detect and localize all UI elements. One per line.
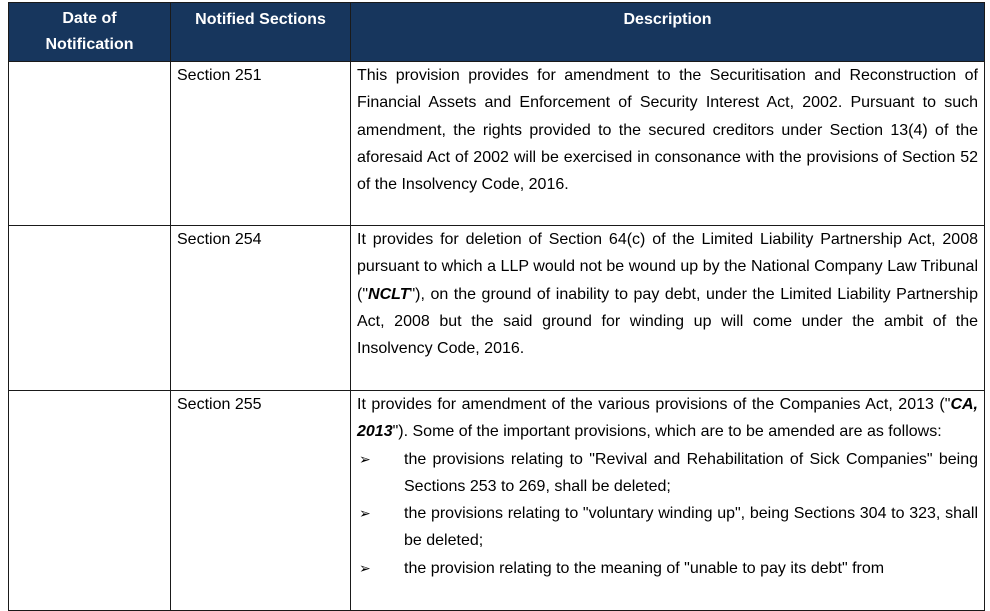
description-cell	[351, 391, 985, 611]
table-row	[9, 62, 985, 226]
section-cell: Section 254	[171, 226, 351, 391]
arrow-bullet-icon: ➢	[359, 450, 371, 467]
section-cell: Section 255	[171, 391, 351, 611]
header-notified-sections: Notified Sections	[171, 3, 351, 62]
date-cell	[9, 391, 171, 611]
header-description: Description	[351, 3, 985, 62]
list-item	[357, 500, 978, 555]
arrow-bullet-icon: ➢	[359, 505, 371, 522]
header-date-line2: Notification	[45, 36, 134, 53]
arrow-bullet-icon: ➢	[359, 559, 371, 576]
list-item-text: the provisions relating to "Revival and Rehabilitation of Sick Companies" being Sections 253 to 269, shall be deleted;	[404, 450, 978, 495]
description-text-before: It provides for deletion of Section 64(c) of the Limited Liability Partnership Act, 2008 pursuant to which a LLP would not be wound up by the National Company Law Tribunal ("	[357, 231, 978, 303]
table-header	[9, 3, 985, 62]
description-cell	[351, 62, 985, 226]
header-date-line1: Date of	[62, 10, 117, 27]
table-row	[9, 226, 985, 391]
defined-term: CA, 2013	[357, 396, 978, 441]
description-text	[357, 226, 978, 362]
amendment-list	[357, 446, 978, 582]
description-cell	[351, 226, 985, 391]
date-cell	[9, 226, 171, 391]
header-date-of-notification	[9, 3, 171, 62]
section-cell: Section 251	[171, 62, 351, 226]
date-cell	[9, 62, 171, 226]
defined-term: NCLT	[368, 285, 410, 303]
list-item-text: the provisions relating to "voluntary winding up", being Sections 304 to 323, shall be deleted;	[404, 505, 978, 550]
description-text-after: "), on the ground of inability to pay debt, under the Limited Liability Partnership Act, 2008 but the said ground for winding up will come under the ambit of the Insolvency Code, 2016.	[357, 285, 978, 358]
description-text	[357, 391, 978, 446]
list-item-text: the provision relating to the meaning of "unable to pay its debt" from	[404, 559, 885, 577]
list-item	[357, 555, 978, 582]
notified-sections-table	[8, 2, 985, 611]
description-text: This provision provides for amendment to the Securitisation and Reconstruction of Financial Assets and Enforcement of Security Interest Act, 2002. Pursuant to such amendment, the rights provided to the secured creditors under Section 13(4) of the aforesaid Act of 2002 will be exercised in consonance with the provisions of Section 52 of the Insolvency Code, 2016.	[357, 67, 978, 194]
list-item	[357, 446, 978, 501]
table-row	[9, 391, 985, 611]
description-text-before: It provides for amendment of the various provisions of the Companies Act, 2013 ("	[357, 396, 951, 413]
description-text-after: "). Some of the important provisions, which are to be amended are as follows:	[392, 423, 942, 441]
